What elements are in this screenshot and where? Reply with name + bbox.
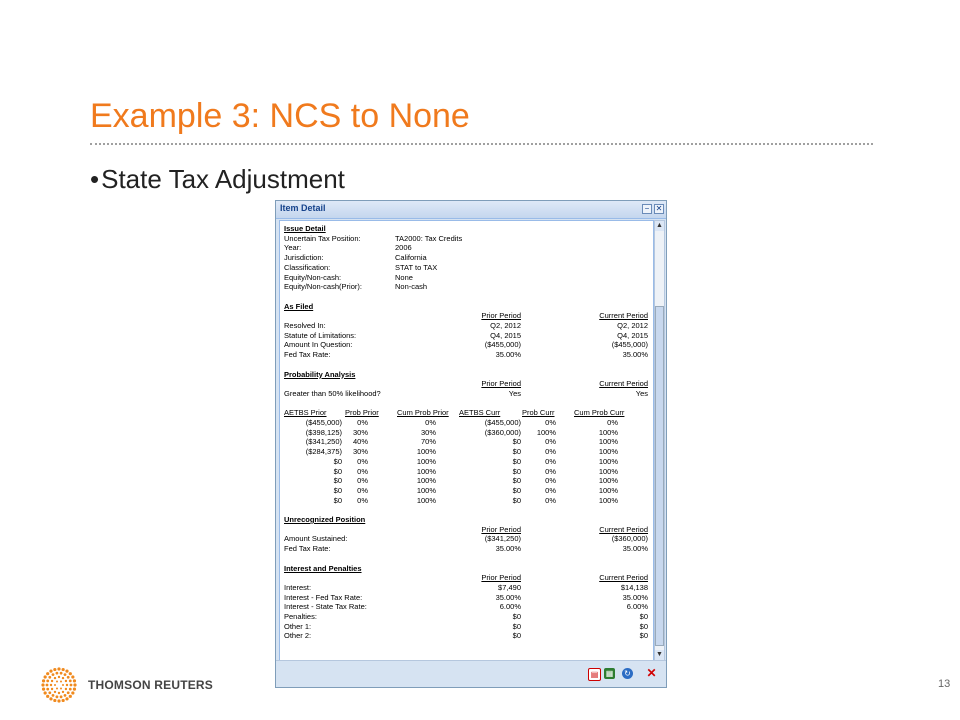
- prob-table-header: Prob Curr: [522, 408, 555, 418]
- pdf-icon[interactable]: ▤: [588, 668, 601, 681]
- field-label: Penalties:: [284, 612, 317, 621]
- thomson-reuters-logo-icon: [40, 666, 78, 704]
- prob-table-cell: 0%: [545, 485, 556, 495]
- prior-value: 35.00%: [495, 350, 521, 360]
- prob-table-cell: 0%: [357, 476, 368, 486]
- prob-table-cell: 100%: [416, 466, 436, 476]
- field-label: Amount In Question:: [284, 340, 353, 350]
- prob-table-cell: ($284,375): [305, 447, 342, 457]
- prior-period-header: Prior Period: [481, 379, 521, 389]
- prior-period-header: Prior Period: [481, 573, 521, 583]
- current-period-header: Current Period: [599, 311, 648, 321]
- prob-table-cell: ($455,000): [305, 418, 342, 427]
- current-value: 35.00%: [622, 592, 648, 602]
- prob-table-cell: $0: [512, 456, 521, 466]
- prob-table-cell: 100%: [416, 476, 436, 486]
- window-title: Item Detail: [280, 203, 326, 213]
- prob-table-header: AETBS Prior: [284, 408, 327, 418]
- prior-value: Q2, 2012: [490, 321, 521, 330]
- prob-table-cell: 40%: [352, 437, 368, 447]
- prob-table-cell: ($398,125): [305, 427, 342, 437]
- prob-table-cell: 0%: [607, 418, 618, 427]
- prior-value: 6.00%: [499, 602, 521, 612]
- prob-table-cell: ($341,250): [305, 437, 342, 447]
- prob-table-cell: 100%: [416, 485, 436, 495]
- current-value: Q2, 2012: [617, 321, 648, 330]
- prob-table-cell: 0%: [545, 456, 556, 466]
- prob-table-cell: $0: [333, 456, 342, 466]
- item-detail-window: [275, 200, 667, 688]
- field-label: Resolved In:: [284, 321, 326, 330]
- field-value: Non-cash: [395, 282, 428, 292]
- current-value: Q4, 2015: [617, 330, 648, 340]
- prior-value: 35.00%: [495, 592, 521, 602]
- field-label: Equity/Non-cash(Prior):: [284, 282, 362, 292]
- prior-value: Yes: [508, 388, 521, 398]
- prob-table-cell: 100%: [598, 476, 618, 486]
- field-label: Jurisdiction:: [284, 253, 324, 263]
- prob-table-cell: 100%: [416, 447, 436, 457]
- prob-table-cell: 100%: [598, 466, 618, 476]
- prob-table-cell: 0%: [545, 418, 556, 427]
- prior-period-header: Prior Period: [481, 311, 521, 321]
- prob-table-cell: 0%: [357, 466, 368, 476]
- prob-table-cell: 0%: [545, 437, 556, 447]
- prob-table-cell: 30%: [420, 427, 436, 437]
- prior-value: Q4, 2015: [490, 330, 521, 340]
- scroll-up-arrow-icon[interactable]: ▲: [656, 222, 663, 229]
- section-heading: As Filed: [284, 301, 314, 311]
- section-heading: Probability Analysis: [284, 369, 356, 379]
- prior-period-header: Prior Period: [481, 524, 521, 534]
- prob-table-cell: 100%: [598, 456, 618, 466]
- prob-table-cell: $0: [333, 476, 342, 486]
- prob-table-cell: 100%: [536, 427, 556, 437]
- field-value: TA2000: Tax Credits: [395, 233, 463, 243]
- field-value: California: [395, 253, 427, 263]
- prob-table-cell: 30%: [352, 427, 368, 437]
- section-heading: Unrecognized Position: [284, 515, 366, 524]
- field-value: 2006: [395, 243, 412, 253]
- current-value: $14,138: [620, 582, 648, 592]
- refresh-icon[interactable]: ↻: [622, 668, 633, 679]
- vertical-scrollbar[interactable]: [654, 220, 665, 661]
- excel-icon[interactable]: ▦: [605, 669, 614, 678]
- field-label: Equity/Non-cash:: [284, 272, 342, 282]
- prob-table-cell: 100%: [598, 447, 618, 457]
- field-label: Interest - State Tax Rate:: [284, 602, 367, 612]
- field-label: Statute of Limitations:: [284, 330, 357, 340]
- current-value: 35.00%: [622, 350, 648, 360]
- field-label: Greater than 50% likelihood?: [284, 388, 381, 398]
- minimize-button[interactable]: −: [642, 204, 652, 214]
- current-value: $0: [639, 621, 648, 631]
- bullet-point: • State Tax Adjustment: [90, 164, 345, 195]
- current-value: ($360,000): [611, 534, 648, 544]
- close-icon[interactable]: ✕: [646, 666, 657, 680]
- prior-value: $7,490: [498, 582, 521, 592]
- field-label: Fed Tax Rate:: [284, 544, 331, 554]
- field-value: None: [395, 272, 413, 282]
- current-value: $0: [639, 612, 648, 621]
- field-label: Fed Tax Rate:: [284, 350, 331, 360]
- field-label: Amount Sustained:: [284, 534, 348, 544]
- title-divider: [90, 143, 873, 145]
- prob-table-cell: $0: [512, 466, 521, 476]
- current-period-header: Current Period: [599, 573, 648, 583]
- prior-value: ($341,250): [484, 534, 521, 544]
- field-label: Interest:: [284, 582, 312, 592]
- prob-table-cell: 0%: [357, 418, 368, 427]
- prior-value: ($455,000): [484, 340, 521, 350]
- field-label: Interest - Fed Tax Rate:: [284, 592, 363, 602]
- section-heading: Interest and Penalties: [284, 563, 362, 573]
- prob-table-cell: $0: [512, 447, 521, 457]
- prob-table-cell: 0%: [357, 485, 368, 495]
- prob-table-cell: $0: [333, 495, 342, 505]
- section-heading: Issue Detail: [284, 224, 326, 233]
- prob-table-cell: 100%: [598, 437, 618, 447]
- prob-table-cell: 100%: [598, 495, 618, 505]
- current-value: 35.00%: [622, 544, 648, 554]
- field-label: Uncertain Tax Position:: [284, 233, 361, 243]
- prob-table-cell: 70%: [420, 437, 436, 447]
- field-label: Classification:: [284, 262, 331, 272]
- prob-table-cell: 100%: [416, 456, 436, 466]
- prob-table-header: Cum Prob Curr: [574, 408, 625, 418]
- scroll-thumb[interactable]: [655, 306, 664, 646]
- prob-table-cell: 100%: [598, 485, 618, 495]
- prob-table-cell: 100%: [598, 427, 618, 437]
- prior-value: $0: [512, 612, 521, 621]
- prob-table-cell: 30%: [352, 447, 368, 457]
- prob-table-header: Prob Prior: [345, 408, 379, 418]
- prob-table-cell: 100%: [416, 495, 436, 505]
- prob-table-cell: 0%: [425, 418, 436, 427]
- current-period-header: Current Period: [599, 524, 648, 534]
- current-value: 6.00%: [626, 602, 648, 612]
- prob-table-cell: 0%: [545, 495, 556, 505]
- current-period-header: Current Period: [599, 379, 648, 389]
- prob-table-header: AETBS Curr: [459, 408, 501, 418]
- field-label: Year:: [284, 243, 302, 253]
- prob-table-cell: $0: [333, 485, 342, 495]
- prob-table-cell: 0%: [545, 466, 556, 476]
- detail-report: [280, 221, 653, 660]
- field-label: Other 2:: [284, 631, 312, 641]
- slide-title: Example 3: NCS to None: [90, 97, 470, 135]
- prior-value: 35.00%: [495, 544, 521, 554]
- prob-table-cell: ($455,000): [484, 418, 521, 427]
- page-number: 13: [938, 678, 951, 690]
- prior-value: $0: [512, 631, 521, 641]
- prob-table-cell: 0%: [357, 456, 368, 466]
- prob-table-cell: 0%: [357, 495, 368, 505]
- prob-table-cell: $0: [512, 476, 521, 486]
- scroll-down-arrow-icon[interactable]: ▼: [656, 651, 663, 658]
- field-value: STAT to TAX: [395, 262, 438, 272]
- current-value: Yes: [635, 388, 648, 398]
- detail-content-pane: [279, 220, 654, 661]
- close-button[interactable]: ✕: [655, 204, 663, 213]
- prob-table-cell: 0%: [545, 447, 556, 457]
- prob-table-cell: ($360,000): [484, 427, 521, 437]
- logo-text: THOMSON REUTERS: [88, 678, 214, 692]
- prob-table-cell: $0: [333, 466, 342, 476]
- prob-table-cell: $0: [512, 485, 521, 495]
- prob-table-cell: $0: [512, 495, 521, 505]
- current-value: $0: [639, 631, 648, 641]
- prob-table-cell: $0: [512, 437, 521, 447]
- prob-table-cell: 0%: [545, 476, 556, 486]
- window-titlebar[interactable]: [276, 201, 666, 219]
- prior-value: $0: [512, 621, 521, 631]
- current-value: ($455,000): [611, 340, 648, 350]
- window-footer-toolbar: [276, 660, 666, 687]
- prob-table-header: Cum Prob Prior: [397, 408, 449, 418]
- field-label: Other 1:: [284, 621, 312, 631]
